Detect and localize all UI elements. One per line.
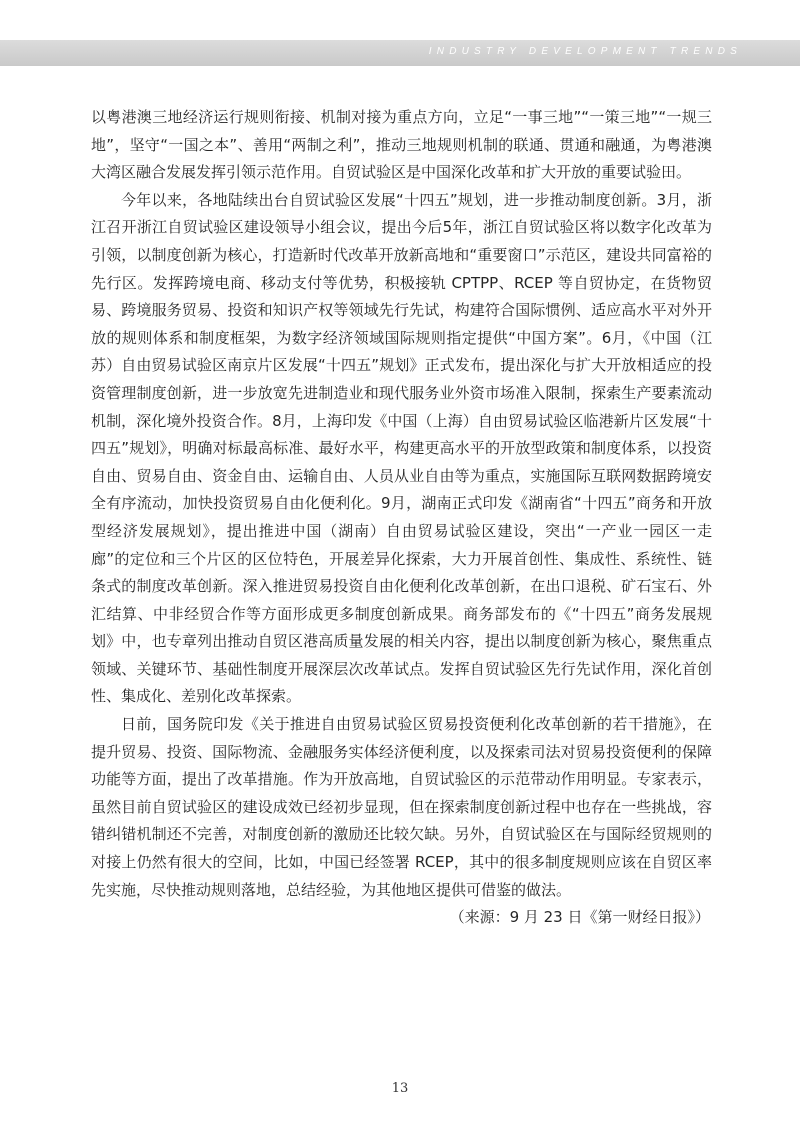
running-header-title: INDUSTRY DEVELOPMENT TRENDS (428, 46, 742, 57)
article-paragraph: 今年以来，各地陆续出台自贸试验区发展“十四五”规划，进一步推动制度创新。3月，浙江召开浙江自贸试验区建设领导小组会议，提出今后5年，浙江自贸试验区将以数字化改革为引领，以制度创新为核心，打造新时代改革开放新高地和“重要窗口”示范区，建设共同富裕的先行区。发挥跨境电商、移动支付等优势，积极接轨 CPTPP、RCEP 等自贸协定，在货物贸易、跨境服务贸易、投资和知识产权等领域先行先试，构建符合国际惯例、适应高水平对外开放的规则体系和制度框架，为数字经济领域国际规则指定提供“中国方案”。6月，《中国（江苏）自由贸易试验区南京片区发展“十四五”规划》正式发布，提出深化与扩大开放相适应的投资管理制度创新，进一步放宽先进制造业和现代服务业外资市场准入限制，探索生产要素流动机制，深化境外投资合作。8月，上海印发《中国（上海）自由贸易试验区临港新片区发展“十四五”规划》，明确对标最高标准、最好水平，构建更高水平的开放型政策和制度体系，以投资自由、贸易自由、资金自由、运输自由、人员从业自由等为重点，实施国际互联网数据跨境安全有序流动，加快投资贸易自由化便利化。9月，湖南正式印发《湖南省“十四五”商务和开放型经济发展规划》，提出推进中国（湖南）自由贸易试验区建设，突出“一产业一园区一走廊”的定位和三个片区的区位特色，开展差异化探索，大力开展首创性、集成性、系统性、链条式的制度改革创新。深入推进贸易投资自由化便利化改革创新，在出口退税、矿石宝石、外汇结算、中非经贸合作等方面形成更多制度创新成果。商务部发布的《“十四五”商务发展规划》中，也专章列出推动自贸区港高质量发展的相关内容，提出以制度创新为核心，聚焦重点领域、关键环节、基础性制度开展深层次改革试点。发挥自贸试验区先行先试作用，深化首创性、集成化、差别化改革探索。 (91, 190, 712, 706)
article-body (91, 104, 712, 932)
running-header-band (0, 40, 800, 66)
article-source: （来源：9 月 23 日《第一财经日报》） (449, 908, 710, 927)
article-paragraph: 以粤港澳三地经济运行规则衔接、机制对接为重点方向，立足“一事三地”“一策三地”“一规三地”，坚守“一国之本”、善用“两制之利”，推动三地规则机制的联通、贯通和融通，为粤港澳大湾区融合发展发挥引领示范作用。自贸试验区是中国深化改革和扩大开放的重要试验田。 (91, 108, 712, 182)
article-paragraph: 日前，国务院印发《关于推进自由贸易试验区贸易投资便利化改革创新的若干措施》，在提升贸易、投资、国际物流、金融服务实体经济便利度，以及探索司法对贸易投资便利的保障功能等方面，提出了改革措施。作为开放高地，自贸试验区的示范带动作用明显。专家表示，虽然目前自贸试验区的建设成效已经初步显现，但在探索制度创新过程中也存在一些挑战，容错纠错机制还不完善，对制度创新的激励还比较欠缺。另外，自贸试验区在与国际经贸规则的对接上仍然有很大的空间，比如，中国已经签署 RCEP，其中的很多制度规则应该在自贸区率先实施，尽快推动规则落地，总结经验，为其他地区提供可借鉴的做法。 (91, 715, 712, 899)
page-number: 13 (391, 1081, 409, 1096)
